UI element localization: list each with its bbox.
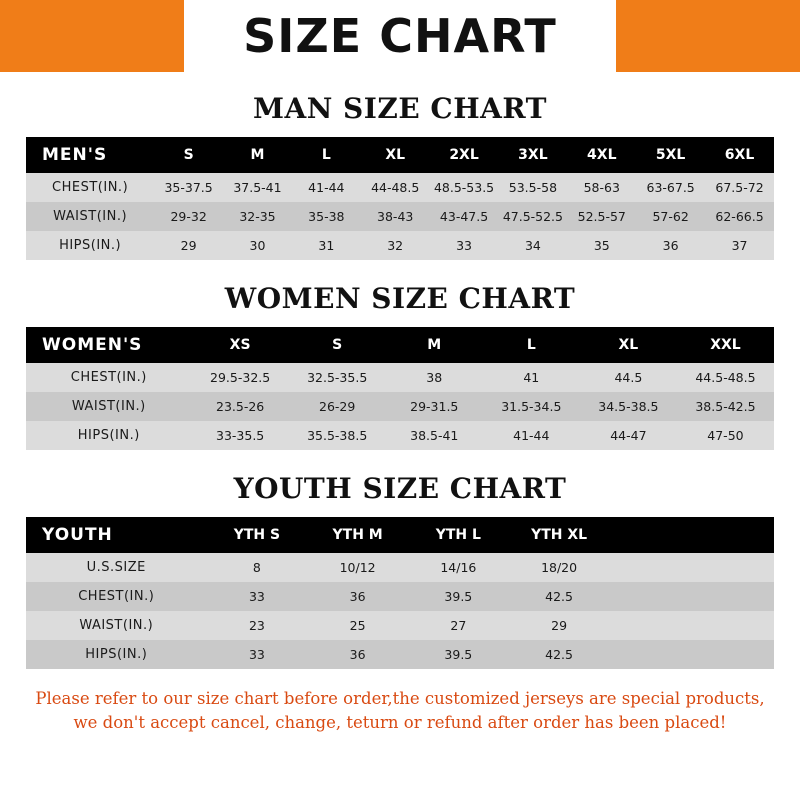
table-cell: 44-48.5 xyxy=(361,173,430,202)
table-cell: 8 xyxy=(207,553,308,582)
table-row xyxy=(26,173,774,202)
column-header: XXL xyxy=(677,327,774,363)
table-row xyxy=(26,640,774,669)
column-header: YTH M xyxy=(307,517,408,553)
section-title-women: WOMEN SIZE CHART xyxy=(224,282,576,315)
table-cell: 31 xyxy=(292,231,361,260)
table-cell: 62-66.5 xyxy=(705,202,774,231)
table-cell: 37.5-41 xyxy=(223,173,292,202)
table-row xyxy=(26,421,774,450)
row-header: CHEST(IN.) xyxy=(26,582,207,611)
table-cell: 43-47.5 xyxy=(430,202,499,231)
table-cell: 47.5-52.5 xyxy=(498,202,567,231)
women-chart-body xyxy=(26,363,774,450)
column-header: 4XL xyxy=(567,137,636,173)
man-size-chart-wrap xyxy=(0,137,800,260)
table-cell: 29 xyxy=(154,231,223,260)
row-header: CHEST(IN.) xyxy=(26,363,192,392)
table-cell: 29-31.5 xyxy=(386,392,483,421)
row-header: WAIST(IN.) xyxy=(26,611,207,640)
table-cell: 38 xyxy=(386,363,483,392)
policy-note-line-1: Please refer to our size chart before order,the customized jerseys are special products, xyxy=(35,689,765,708)
column-header: WOMEN'S xyxy=(26,327,192,363)
table-cell: 44-47 xyxy=(580,421,677,450)
column-header: 6XL xyxy=(705,137,774,173)
column-header: XL xyxy=(361,137,430,173)
table-row xyxy=(26,202,774,231)
table-cell-empty xyxy=(609,553,774,582)
table-cell: 29-32 xyxy=(154,202,223,231)
column-header: 5XL xyxy=(636,137,705,173)
youth-size-chart-wrap xyxy=(0,517,800,669)
table-row xyxy=(26,363,774,392)
man-chart-header xyxy=(26,137,774,173)
table-cell: 47-50 xyxy=(677,421,774,450)
table-cell: 23.5-26 xyxy=(192,392,289,421)
table-cell: 32 xyxy=(361,231,430,260)
table-cell: 48.5-53.5 xyxy=(430,173,499,202)
table-cell: 26-29 xyxy=(289,392,386,421)
table-cell: 14/16 xyxy=(408,553,509,582)
table-cell: 58-63 xyxy=(567,173,636,202)
column-header: XS xyxy=(192,327,289,363)
table-cell: 52.5-57 xyxy=(567,202,636,231)
column-header: S xyxy=(154,137,223,173)
row-header: WAIST(IN.) xyxy=(26,202,154,231)
table-cell: 25 xyxy=(307,611,408,640)
section-title-man: MAN SIZE CHART xyxy=(253,92,547,125)
table-cell: 30 xyxy=(223,231,292,260)
table-cell: 38.5-41 xyxy=(386,421,483,450)
column-header: L xyxy=(292,137,361,173)
table-row xyxy=(26,582,774,611)
table-cell: 29 xyxy=(509,611,610,640)
column-header: S xyxy=(289,327,386,363)
column-header: 2XL xyxy=(430,137,499,173)
section-title-youth: YOUTH SIZE CHART xyxy=(233,472,567,505)
table-cell: 23 xyxy=(207,611,308,640)
table-cell: 38.5-42.5 xyxy=(677,392,774,421)
table-cell: 32.5-35.5 xyxy=(289,363,386,392)
table-row xyxy=(26,231,774,260)
column-header: 3XL xyxy=(498,137,567,173)
youth-size-chart-table xyxy=(26,517,774,669)
youth-chart-header xyxy=(26,517,774,553)
table-cell-empty xyxy=(609,640,774,669)
page-title: SIZE CHART xyxy=(243,9,557,63)
column-header: M xyxy=(223,137,292,173)
table-cell: 39.5 xyxy=(408,640,509,669)
table-cell: 44.5-48.5 xyxy=(677,363,774,392)
policy-note xyxy=(0,687,800,735)
column-header: YOUTH xyxy=(26,517,207,553)
table-row xyxy=(26,553,774,582)
table-cell: 42.5 xyxy=(509,582,610,611)
table-cell: 41-44 xyxy=(483,421,580,450)
table-cell: 33-35.5 xyxy=(192,421,289,450)
row-header: CHEST(IN.) xyxy=(26,173,154,202)
table-cell: 36 xyxy=(307,640,408,669)
table-cell: 41-44 xyxy=(292,173,361,202)
table-cell: 67.5-72 xyxy=(705,173,774,202)
header-banner xyxy=(0,0,800,72)
table-row xyxy=(26,611,774,640)
man-chart-body xyxy=(26,173,774,260)
table-cell: 10/12 xyxy=(307,553,408,582)
table-cell: 33 xyxy=(207,582,308,611)
table-cell: 35 xyxy=(567,231,636,260)
column-header: YTH L xyxy=(408,517,509,553)
table-row xyxy=(26,392,774,421)
table-cell: 33 xyxy=(430,231,499,260)
column-header-empty xyxy=(609,517,774,553)
women-size-chart-table xyxy=(26,327,774,450)
table-cell: 38-43 xyxy=(361,202,430,231)
table-cell: 39.5 xyxy=(408,582,509,611)
column-header: YTH S xyxy=(207,517,308,553)
women-chart-header xyxy=(26,327,774,363)
table-cell: 44.5 xyxy=(580,363,677,392)
table-cell: 63-67.5 xyxy=(636,173,705,202)
row-header: U.S.SIZE xyxy=(26,553,207,582)
column-header: M xyxy=(386,327,483,363)
table-cell: 35-38 xyxy=(292,202,361,231)
column-header: YTH XL xyxy=(509,517,610,553)
table-cell: 57-62 xyxy=(636,202,705,231)
women-size-chart-wrap xyxy=(0,327,800,450)
table-cell-empty xyxy=(609,582,774,611)
table-cell: 36 xyxy=(307,582,408,611)
table-cell: 35.5-38.5 xyxy=(289,421,386,450)
table-cell: 34 xyxy=(498,231,567,260)
table-cell: 27 xyxy=(408,611,509,640)
man-size-chart-table xyxy=(26,137,774,260)
table-cell: 18/20 xyxy=(509,553,610,582)
column-header: MEN'S xyxy=(26,137,154,173)
youth-chart-body xyxy=(26,553,774,669)
policy-note-line-2: we don't accept cancel, change, teturn or refund after order has been placed! xyxy=(73,712,727,732)
table-cell: 34.5-38.5 xyxy=(580,392,677,421)
table-cell: 35-37.5 xyxy=(154,173,223,202)
row-header: HIPS(IN.) xyxy=(26,640,207,669)
row-header: HIPS(IN.) xyxy=(26,421,192,450)
table-cell: 41 xyxy=(483,363,580,392)
table-cell-empty xyxy=(609,611,774,640)
table-cell: 42.5 xyxy=(509,640,610,669)
table-cell: 32-35 xyxy=(223,202,292,231)
table-cell: 33 xyxy=(207,640,308,669)
table-header-row xyxy=(26,517,774,553)
table-cell: 36 xyxy=(636,231,705,260)
table-cell: 29.5-32.5 xyxy=(192,363,289,392)
table-cell: 53.5-58 xyxy=(498,173,567,202)
row-header: HIPS(IN.) xyxy=(26,231,154,260)
column-header: L xyxy=(483,327,580,363)
column-header: XL xyxy=(580,327,677,363)
row-header: WAIST(IN.) xyxy=(26,392,192,421)
table-cell: 37 xyxy=(705,231,774,260)
table-header-row xyxy=(26,327,774,363)
table-cell: 31.5-34.5 xyxy=(483,392,580,421)
header-title-plate xyxy=(184,0,616,72)
table-header-row xyxy=(26,137,774,173)
